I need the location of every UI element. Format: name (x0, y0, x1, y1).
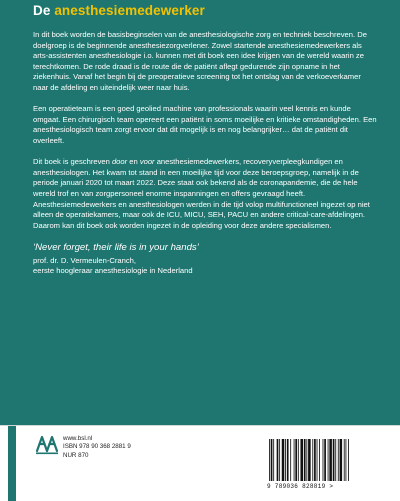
footer-spine-strip (8, 426, 16, 501)
barcode-bar (308, 439, 311, 481)
barcode-bar (338, 439, 339, 481)
paragraph-audience (33, 157, 378, 231)
barcode-bar (271, 439, 273, 481)
barcode-number: 9 789036 828819 > (267, 483, 334, 490)
publisher-website[interactable]: www.bsl.nl (63, 435, 93, 442)
back-cover-text (33, 30, 378, 288)
barcode-icon (268, 439, 375, 481)
barcode-bar (348, 439, 349, 481)
attribution-role: eerste hoogleraar anesthesiologie in Nederland (33, 266, 193, 276)
attribution-name: prof. dr. D. Vermeulen-Cranch, (33, 255, 136, 265)
barcode-bar (269, 439, 270, 481)
barcode-bar (319, 439, 320, 481)
barcode-bar (273, 439, 274, 481)
barcode-bar (328, 439, 329, 481)
title-accent: anesthesiemedewerker (54, 3, 205, 18)
book-title (33, 3, 205, 18)
barcode-bar (335, 439, 336, 481)
barcode-bar (298, 439, 299, 481)
barcode-bar (340, 439, 343, 481)
barcode-bar (346, 439, 347, 481)
barcode-bar (333, 439, 335, 481)
p3-italic-door: door (111, 157, 128, 167)
barcode-bar (279, 439, 280, 481)
barcode-bar (290, 439, 291, 481)
quote-block (33, 242, 378, 277)
barcode-bar (314, 439, 316, 481)
p3-mid: en (127, 157, 140, 167)
title-prefix: De (33, 3, 55, 18)
p3-italic-voor: voor (139, 157, 155, 167)
bsl-logo-icon (34, 433, 60, 455)
barcode-bar (295, 439, 297, 481)
barcode-bar (287, 439, 289, 481)
barcode-bar (312, 439, 313, 481)
barcode-bar (329, 439, 332, 481)
isbn-text: ISBN 978 90 368 2881 9 (63, 443, 131, 451)
barcode-bar (304, 439, 306, 481)
barcode-bar (282, 439, 285, 481)
barcode-bar (285, 439, 286, 481)
p3-pre: Dit boek is geschreven (33, 157, 112, 167)
paragraph-intro: In dit boek worden de basisbeginselen van de anesthesiologische zorg en techniek beschreven. De doelgroep is de beginnende anesthesiezorgverlener. Zowel startende anesthesiemedewerkers als arts-assistenten anesthesiologie i.o. kunnen met dit boek een idee krijgen van de wereld waarin ze terechtkomen. De rode draad is de route die de patiënt aflegt gedurende zijn opname in het ziekenhuis. Vanaf het begin bij de preoperatieve screening tot het ontslag van de verkoeverkamer naar de afdeling en uiteindelijk weer naar huis. (33, 30, 367, 92)
barcode-bar (323, 439, 324, 481)
publication-meta (63, 435, 131, 460)
barcode-bar (294, 439, 295, 481)
barcode-bar (317, 439, 318, 481)
p3-post: anesthesiemedewerkers, recoveryverpleegkundigen en anesthesiologen. Het kwam tot stand in een moeilijke tijd voor deze beroepsgroep, namelijk in de periode januari 2020 tot maart 2022. Deze staat ook bekend als de coronapandemie, die de hele wereld trof en van zorgpersoneel enorme inspanningen en offers gevraagd heeft. Anesthesiemedewerkers en anesthesiologen werden in die tijd volop multifunctioneel ingezet op niet alleen de operatiekamers, maar ook de ICU, MICU, SEH, PACU en andere critical-care-afdelingen. Daarom kan dit boek ook worden ingezet in de opleiding voor deze andere specialismen. (33, 157, 370, 230)
barcode-bar (300, 439, 303, 481)
barcode-bar (324, 439, 326, 481)
quote: ‘Never forget, their life is in your hands’ (33, 241, 199, 253)
barcode-bar (344, 439, 345, 481)
barcode-bar (306, 439, 307, 481)
nur-code: NUR 870 (63, 451, 89, 459)
barcode-bar (277, 439, 279, 481)
paragraph-operating-team: Een operatieteam is een goed geolied machine van professionals waarin veel kennis en kunde omgaat. Een chirurgisch team opereert een patiënt in soms moeilijke en kritieke omstandigheden. Een anesthesiologisch team zorgt ervoor dat dit mogelijk is en nog belangrijker… dat de patiënt dit overleeft. (33, 104, 377, 145)
